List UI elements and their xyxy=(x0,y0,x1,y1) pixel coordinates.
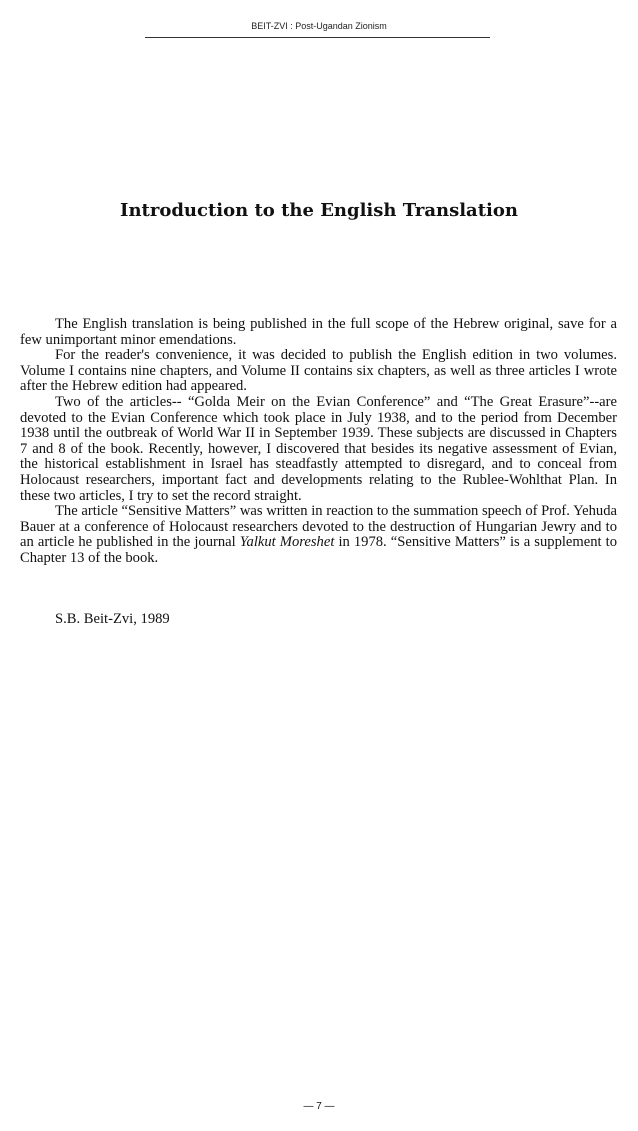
page-title: Introduction to the English Translation xyxy=(120,200,518,221)
paragraph xyxy=(20,504,617,566)
journal-title: Yalkut Moreshet xyxy=(239,534,335,551)
body-text xyxy=(20,317,617,567)
paragraph: The English translation is being published in the full scope of the Hebrew original, save for a few unimportant minor emendations. xyxy=(20,316,617,348)
paragraph-text: The article “Sensitive Matters” was written in reaction to the summation speech of Prof. Yehuda Bauer at a conference of Holocaust researchers devoted to the destruction of Hungarian Jewry and to an article he published in the journal xyxy=(20,503,617,551)
paragraph: For the reader's convenience, it was decided to publish the English edition in two volumes. Volume I contains nine chapters, and Volume II contains six chapters, as well as three articles I wrote after the Hebrew edition had appeared. xyxy=(20,347,617,395)
paragraph: Two of the articles-- “Golda Meir on the Evian Conference” and “The Great Erasure”--are devoted to the Evian Conference which took place in July 1938, and to the period from December 1938 until the outbreak of World War II in September 1939. These subjects are discussed in Chapters 7 and 8 of the book. Recently, however, I discovered that besides its negative assessment of Evian, the historical establishment in Israel has steadfastly attempted to disregard, and to conceal from Holocaust researchers, important fact and developments relating to the Rublee-Wohlthat Plan. In these two articles, I try to set the record straight. xyxy=(20,393,617,504)
header-rule xyxy=(145,37,490,38)
running-header: BEIT-ZVI : Post-Ugandan Zionism xyxy=(251,21,387,31)
page-number: — 7 — xyxy=(303,1101,335,1112)
signature: S.B. Beit-Zvi, 1989 xyxy=(55,611,170,627)
paragraph-text: in 1978. “Sensitive Matters” is a supplement to Chapter 13 of the book. xyxy=(20,534,618,566)
